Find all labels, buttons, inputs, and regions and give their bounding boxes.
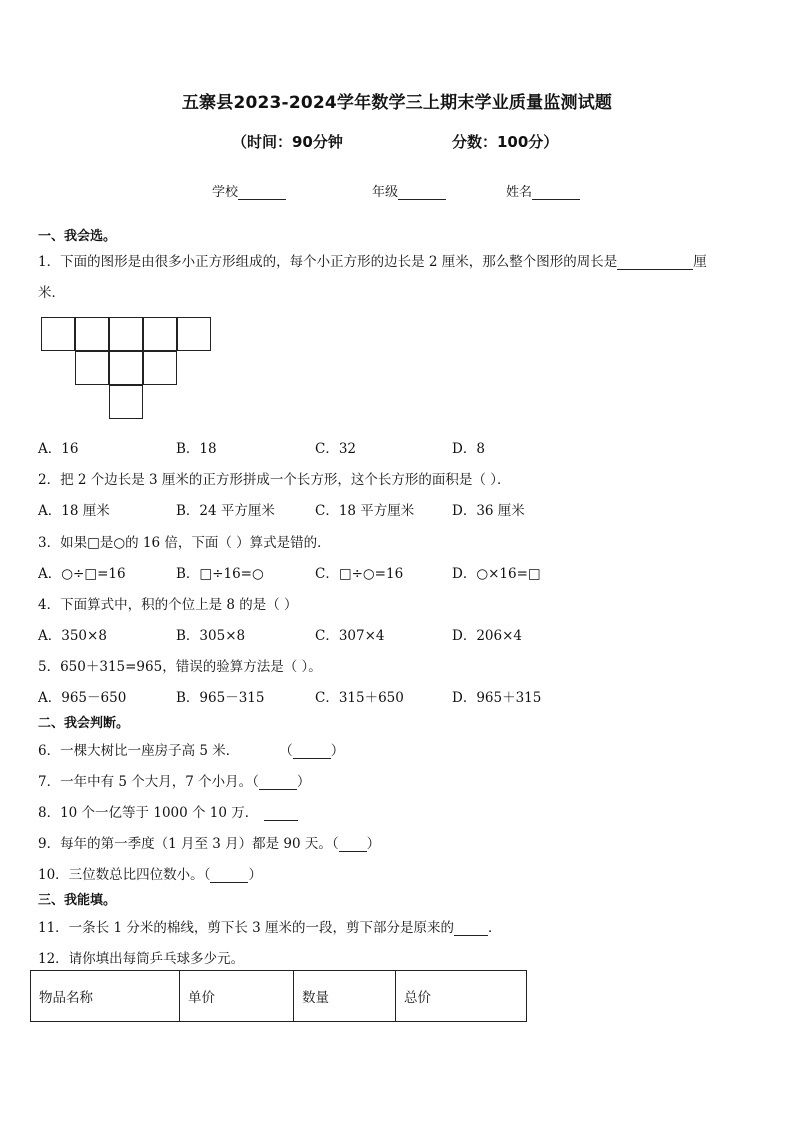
question-3: 3．如果□是○的 16 倍，下面（ ）算式是错的．: [38, 535, 331, 551]
q4-option-c[interactable]: C．307×4: [315, 628, 385, 644]
q2-option-d[interactable]: D．36 厘米: [452, 503, 525, 519]
question-11-blank[interactable]: [454, 921, 488, 936]
page-title: 五寨县2023-2024学年数学三上期末学业质量监测试题: [181, 93, 613, 113]
figure-square: [109, 317, 143, 351]
question-8-blank[interactable]: [264, 806, 298, 821]
q1-option-a[interactable]: A．16: [38, 441, 79, 457]
question-11-text: 11．一条长 1 分米的棉线，剪下长 3 厘米的一段，剪下部分是原来的: [38, 920, 455, 936]
school-blank[interactable]: [238, 186, 286, 200]
question-1-text: 1．下面的图形是由很多小正方形组成的，每个小正方形的边长是 2 厘米，那么整个图形的周长是: [38, 254, 618, 270]
question-1-cont: 米．: [38, 285, 65, 301]
figure-square: [143, 317, 177, 351]
question-10: [38, 863, 262, 883]
q1-option-d[interactable]: D．8: [452, 441, 485, 457]
table-header-quantity: 数量: [294, 971, 396, 1022]
q4-option-b[interactable]: B．305×8: [176, 628, 246, 644]
q1-option-b[interactable]: B．18: [176, 441, 217, 457]
question-8: [38, 801, 298, 821]
figure-square: [41, 317, 75, 351]
name-label: 姓名: [506, 185, 533, 200]
q4-option-a[interactable]: A．350×8: [38, 628, 107, 644]
paren-open: （: [203, 867, 211, 883]
q2-option-c[interactable]: C．18 平方厘米: [315, 503, 415, 519]
question-10-text: 10．三位数总比四位数小。: [38, 867, 204, 883]
figure-square: [143, 351, 177, 385]
name-blank[interactable]: [532, 186, 580, 200]
question-5: 5．650＋315=965，错误的验算方法是（ ）。: [38, 659, 322, 675]
q3-option-b[interactable]: B．□÷16=○: [176, 566, 264, 582]
q2-option-a[interactable]: A．18 厘米: [38, 503, 110, 519]
paren-open: （: [252, 774, 259, 790]
paren-close: ）: [330, 743, 345, 759]
q3-option-d[interactable]: D．○×16=□: [452, 566, 541, 582]
exam-score: 分数：100分）: [452, 133, 559, 151]
figure-square: [109, 385, 143, 419]
section-heading-3: 三、我能填。: [38, 893, 117, 908]
q5-option-d[interactable]: D．965＋315: [452, 690, 542, 706]
figure-square: [75, 317, 109, 351]
question-12: 12．请你填出每筒乒乓球多少元。: [38, 951, 245, 967]
school-field[interactable]: [212, 181, 286, 200]
q5-option-b[interactable]: B．965－315: [176, 690, 265, 706]
q1-option-c[interactable]: C．32: [315, 441, 357, 457]
grade-blank[interactable]: [398, 186, 446, 200]
question-9-text: 9．每年的第一季度（1 月至 3 月）都是 90 天。: [38, 836, 332, 852]
question-7-text: 7．一年中有 5 个大月，7 个小月。: [38, 774, 253, 790]
figure-square: [177, 317, 211, 351]
name-field[interactable]: [506, 181, 580, 200]
table-header-total: 总价: [396, 971, 527, 1022]
figure-square: [109, 351, 143, 385]
question-11-end: ．: [488, 920, 502, 936]
q4-option-d[interactable]: D．206×4: [452, 628, 522, 644]
question-6-blank[interactable]: [293, 744, 331, 759]
question-8-text: 8．10 个一亿等于 1000 个 10 万．: [38, 805, 259, 821]
school-label: 学校: [212, 185, 239, 200]
question-2: 2．把 2 个边长是 3 厘米的正方形拼成一个长方形，这个长方形的面积是（ ）．: [38, 472, 511, 488]
question-6-text: 6．一棵大树比一座房子高 5 米．: [38, 743, 240, 759]
price-table: [30, 970, 527, 1022]
table-header-item: 物品名称: [31, 971, 180, 1022]
question-4: 4．下面算式中，积的个位上是 8 的是（ ）: [38, 597, 298, 613]
figure-square: [75, 351, 109, 385]
paren-close: ）: [248, 867, 262, 883]
question-9: [38, 832, 380, 852]
question-6: [38, 739, 344, 759]
question-10-blank[interactable]: [210, 868, 248, 883]
q3-option-c[interactable]: C．□÷○=16: [315, 566, 404, 582]
q5-option-c[interactable]: C．315＋650: [315, 690, 404, 706]
section-heading-1: 一、我会选。: [38, 229, 117, 244]
question-9-blank[interactable]: [339, 837, 367, 852]
grade-field[interactable]: [372, 181, 446, 200]
question-1: [38, 250, 707, 270]
section-heading-2: 二、我会判断。: [38, 716, 130, 731]
grade-label: 年级: [372, 185, 399, 200]
q5-option-a[interactable]: A．965－650: [38, 690, 127, 706]
paren-close: ）: [296, 774, 311, 790]
exam-time: （时间：90分钟: [232, 133, 343, 151]
q3-option-a[interactable]: A．○÷□=16: [38, 566, 126, 582]
q2-option-b[interactable]: B．24 平方厘米: [176, 503, 275, 519]
question-11: [38, 916, 502, 936]
table-header-unit-price: 单价: [180, 971, 294, 1022]
paren-open: （: [331, 836, 339, 852]
question-1-unit: 厘: [693, 254, 707, 270]
question-7: [38, 770, 310, 790]
paren-open: （: [279, 743, 293, 759]
question-7-blank[interactable]: [259, 775, 297, 790]
paren-close: ）: [366, 836, 381, 852]
question-1-blank[interactable]: [617, 255, 693, 270]
table-row: [31, 971, 527, 1022]
